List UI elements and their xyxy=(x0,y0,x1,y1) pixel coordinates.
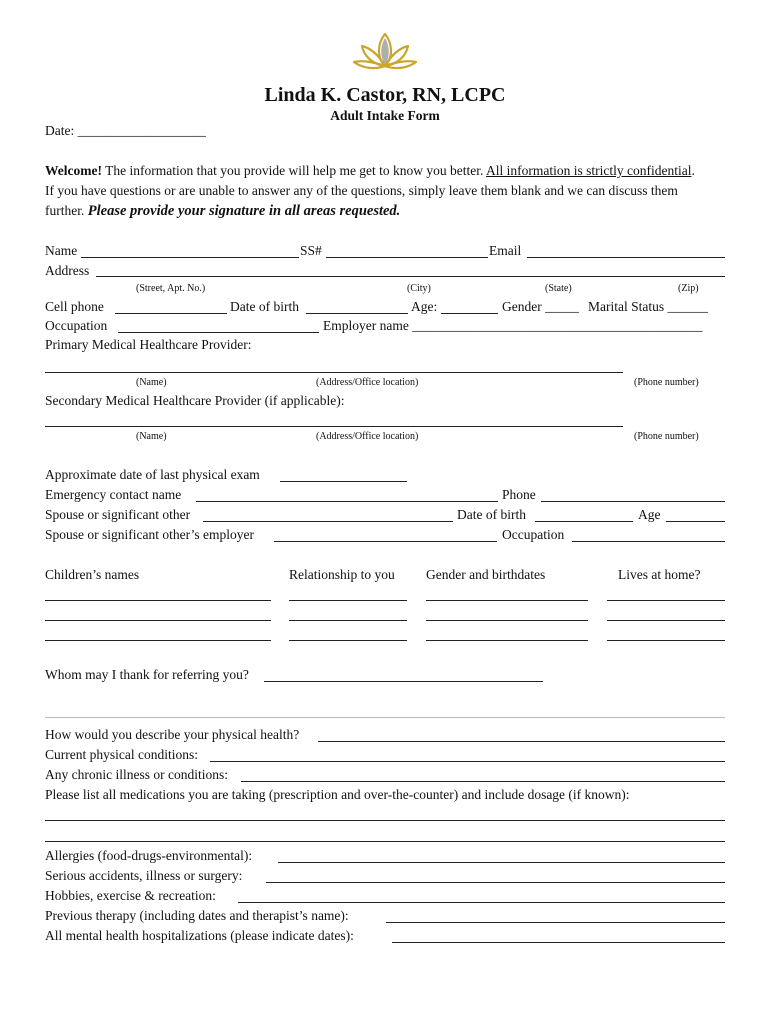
intro-period: . xyxy=(691,163,695,178)
physical-conditions-label: Current physical conditions: xyxy=(45,747,198,762)
medications-input-1[interactable] xyxy=(45,820,725,821)
state-caption: (State) xyxy=(545,283,572,294)
child-1-home-input[interactable] xyxy=(607,600,725,601)
spouse-age-input[interactable] xyxy=(666,521,725,522)
child-1-relationship-input[interactable] xyxy=(289,600,407,601)
child-2-relationship-input[interactable] xyxy=(289,620,407,621)
intro-text: The information that you provide will help me get to know you better. xyxy=(101,163,487,178)
spouse-employer-label: Spouse or significant other’s employer xyxy=(45,527,254,542)
child-2-name-input[interactable] xyxy=(45,620,271,621)
occupation-input[interactable] xyxy=(118,332,319,333)
physical-health-input[interactable] xyxy=(318,741,725,742)
employer-field[interactable]: Employer name ___________________________________________ xyxy=(323,318,703,333)
accidents-label: Serious accidents, illness or surgery: xyxy=(45,868,243,883)
address-input[interactable] xyxy=(96,276,725,277)
child-1-name-input[interactable] xyxy=(45,600,271,601)
spouse-input[interactable] xyxy=(203,521,453,522)
spouse-dob-label: Date of birth xyxy=(457,507,526,522)
date-field[interactable]: Date: ___________________ xyxy=(45,123,206,138)
child-3-home-input[interactable] xyxy=(607,640,725,641)
secondary-provider-name-caption: (Name) xyxy=(136,431,167,442)
signature-note: Please provide your signature in all areas requested. xyxy=(87,203,401,219)
spouse-dob-input[interactable] xyxy=(535,521,633,522)
intro-further: further. xyxy=(45,203,85,218)
primary-provider-input[interactable] xyxy=(45,372,623,373)
physical-conditions-input[interactable] xyxy=(210,761,725,762)
confidential-text: All information is strictly confidential xyxy=(486,163,692,178)
section-divider xyxy=(45,717,725,718)
age-label: Age: xyxy=(411,299,438,314)
child-3-relationship-input[interactable] xyxy=(289,640,407,641)
child-1-gender-input[interactable] xyxy=(426,600,588,601)
page-title: Linda K. Castor, RN, LCPC xyxy=(264,84,506,106)
city-caption: (City) xyxy=(407,283,431,294)
referral-input[interactable] xyxy=(264,681,543,682)
email-input[interactable] xyxy=(527,257,725,258)
lotus-logo-icon xyxy=(350,28,420,74)
hobbies-label: Hobbies, exercise & recreation: xyxy=(45,888,216,903)
primary-provider-label: Primary Medical Healthcare Provider: xyxy=(45,337,252,352)
medications-input-2[interactable] xyxy=(45,841,725,842)
child-3-gender-input[interactable] xyxy=(426,640,588,641)
emergency-phone-label: Phone xyxy=(502,487,536,502)
accidents-input[interactable] xyxy=(266,882,725,883)
street-caption: (Street, Apt. No.) xyxy=(136,283,206,294)
spouse-label: Spouse or significant other xyxy=(45,507,191,522)
address-label: Address xyxy=(45,263,90,278)
occupation-label: Occupation xyxy=(45,318,108,333)
secondary-provider-address-caption: (Address/Office location) xyxy=(316,431,419,442)
medications-label: Please list all medications you are taking (prescription and over-the-counter) and include dosage (if known): xyxy=(45,787,630,802)
hospitalizations-input[interactable] xyxy=(392,942,725,943)
chronic-illness-input[interactable] xyxy=(241,781,725,782)
gender-field[interactable]: Gender _____ xyxy=(502,299,579,314)
primary-provider-address-caption: (Address/Office location) xyxy=(316,377,419,388)
previous-therapy-input[interactable] xyxy=(386,922,725,923)
spouse-occupation-label: Occupation xyxy=(502,527,565,542)
last-exam-label: Approximate date of last physical exam xyxy=(45,467,260,482)
primary-provider-name-caption: (Name) xyxy=(136,377,167,388)
allergies-label: Allergies (food-drugs-environmental): xyxy=(45,848,253,863)
age-input[interactable] xyxy=(441,313,498,314)
child-3-name-input[interactable] xyxy=(45,640,271,641)
spouse-occupation-input[interactable] xyxy=(572,541,725,542)
dob-label: Date of birth xyxy=(230,299,299,314)
last-exam-input[interactable] xyxy=(280,481,407,482)
child-2-home-input[interactable] xyxy=(607,620,725,621)
form-subtitle: Adult Intake Form xyxy=(330,108,440,123)
secondary-provider-input[interactable] xyxy=(45,426,623,427)
hospitalizations-label: All mental health hospitalizations (please indicate dates): xyxy=(45,928,354,943)
physical-health-label: How would you describe your physical health? xyxy=(45,727,300,742)
referral-label: Whom may I thank for referring you? xyxy=(45,667,249,682)
email-label: Email xyxy=(489,243,522,258)
spouse-age-label: Age xyxy=(638,507,661,522)
name-input[interactable] xyxy=(81,257,299,258)
hobbies-input[interactable] xyxy=(238,902,725,903)
gender-birthdates-header: Gender and birthdates xyxy=(426,567,546,582)
secondary-provider-phone-caption: (Phone number) xyxy=(634,431,699,442)
cell-phone-label: Cell phone xyxy=(45,299,104,314)
secondary-provider-label: Secondary Medical Healthcare Provider (if applicable): xyxy=(45,393,345,408)
ss-input[interactable] xyxy=(326,257,488,258)
zip-caption: (Zip) xyxy=(678,283,699,294)
emergency-contact-input[interactable] xyxy=(196,501,498,502)
child-2-gender-input[interactable] xyxy=(426,620,588,621)
allergies-input[interactable] xyxy=(278,862,725,863)
cell-phone-input[interactable] xyxy=(115,313,227,314)
children-names-header: Children’s names xyxy=(45,567,140,582)
intro-line-1 xyxy=(45,163,695,179)
lives-at-home-header: Lives at home? xyxy=(618,567,701,582)
name-label: Name xyxy=(45,243,78,258)
ss-label: SS# xyxy=(300,243,322,258)
marital-status-field[interactable]: Marital Status ______ xyxy=(588,299,708,314)
emergency-contact-label: Emergency contact name xyxy=(45,487,182,502)
primary-provider-phone-caption: (Phone number) xyxy=(634,377,699,388)
emergency-phone-input[interactable] xyxy=(541,501,725,502)
spouse-employer-input[interactable] xyxy=(274,541,497,542)
intro-line-2: If you have questions or are unable to answer any of the questions, simply leave them blank and we can discuss them xyxy=(45,183,678,198)
chronic-illness-label: Any chronic illness or conditions: xyxy=(45,767,228,782)
dob-input[interactable] xyxy=(306,313,408,314)
intro-line-3 xyxy=(45,203,400,220)
relationship-header: Relationship to you xyxy=(289,567,395,582)
previous-therapy-label: Previous therapy (including dates and therapist’s name): xyxy=(45,908,349,923)
welcome-text: Welcome! xyxy=(45,163,102,178)
